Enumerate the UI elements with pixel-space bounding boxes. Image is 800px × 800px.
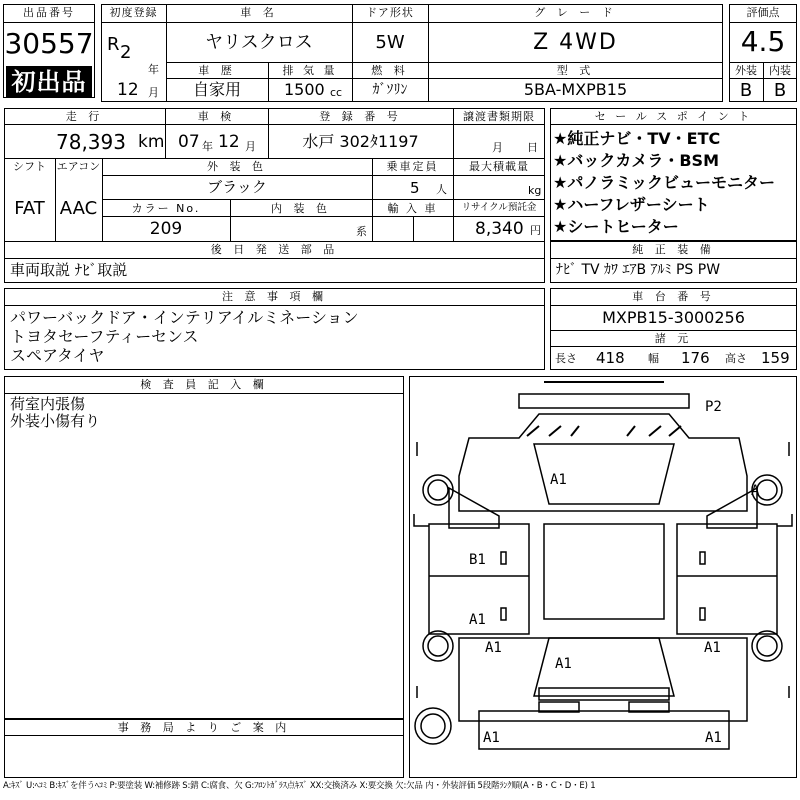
ac-label: エアコン	[56, 160, 101, 173]
fuel: ｶﾞｿﾘﾝ	[372, 82, 408, 98]
length-label: 長さ	[555, 352, 577, 365]
displacement-label: 排 気 量	[282, 64, 338, 77]
first-reg-label: 初度登録	[109, 6, 158, 19]
sales-point-4: ★ハーフレザーシート	[553, 195, 710, 214]
damage-mark-front-left: A1	[483, 730, 500, 746]
doors: 5W	[375, 32, 405, 53]
score-label: 評価点	[746, 6, 780, 19]
notes-label: 注 意 事 項 欄	[222, 290, 327, 303]
mileage: 78,393	[56, 130, 126, 154]
month-unit: 月	[148, 86, 159, 99]
inspection-month: 12	[218, 132, 240, 152]
width-label: 幅	[648, 352, 659, 365]
first-listing-badge: 初出品	[6, 66, 92, 98]
notes-line-1: パワーバックドア・インテリアイルミネーション	[10, 308, 359, 327]
displacement-unit: cc	[330, 86, 343, 99]
chassis-number: MXPB15-3000256	[602, 308, 745, 327]
sales-point-3: ★パノラミックビューモニター	[553, 173, 776, 192]
displacement: 1500	[284, 80, 325, 99]
sales-points-label: セ ー ル ス ポ イ ン ト	[594, 110, 753, 123]
plate: 水戸 302ﾀ1197	[302, 132, 419, 151]
mileage-label: 走 行	[65, 110, 104, 123]
plate-label: 登 録 番 号	[319, 110, 402, 123]
notes-line-2: トヨタセーフティーセンス	[10, 327, 199, 346]
damage-mark-left-front-door: A1	[469, 612, 486, 628]
shift-label: シフト	[13, 160, 46, 173]
inspection-year-unit: 年	[202, 140, 213, 153]
import-label: 輸 入 車	[387, 202, 438, 215]
ac: AAC	[59, 198, 98, 219]
interior-label: 内装	[769, 64, 791, 77]
color: ブラック	[207, 178, 267, 196]
sales-point-5: ★シートヒーター	[553, 217, 679, 236]
first-reg-year: 2	[120, 42, 132, 63]
recycle-unit: 円	[530, 224, 541, 237]
damage-mark-right-rear-wheel: A	[751, 483, 760, 499]
mileage-unit: km	[138, 132, 165, 152]
car-name: ヤリスクロス	[205, 32, 313, 53]
history-label: 車 歴	[198, 64, 236, 77]
inspector-line-1: 荷室内張傷	[10, 395, 86, 413]
dims-label: 諸 元	[654, 332, 693, 345]
interior-grade: B	[773, 80, 787, 101]
transfer-day-unit: 日	[527, 141, 538, 154]
model-label: 型 式	[556, 64, 595, 77]
inspector-line-2: 外装小傷有り	[10, 412, 101, 430]
year-unit: 年	[148, 63, 159, 76]
history: 自家用	[192, 80, 241, 99]
capacity: 5	[410, 179, 420, 197]
score: 4.5	[740, 25, 786, 58]
car-name-label: 車 名	[240, 6, 278, 19]
first-reg-month: 12	[117, 80, 139, 100]
equipment-items: ﾅﾋﾞ TV ｶﾜ ｴｱB ｱﾙﾐ PS PW	[556, 262, 721, 278]
height: 159	[761, 349, 790, 367]
equipment-label: 純 正 装 備	[632, 243, 715, 256]
color-label: 外 装 色	[207, 160, 267, 173]
color-no-label: カラー No.	[131, 202, 201, 215]
transfer-month-unit: 月	[492, 141, 503, 154]
car-diagram	[409, 376, 797, 778]
height-label: 高さ	[725, 352, 747, 365]
era-prefix: R	[107, 34, 120, 55]
width: 176	[681, 349, 710, 367]
interior-color-unit: 系	[356, 225, 367, 238]
load-unit: kg	[528, 184, 542, 197]
sales-point-1: ★純正ナビ・TV・ETC	[553, 129, 721, 148]
capacity-label: 乗車定員	[386, 160, 439, 173]
office-label: 事 務 局 よ り ご 案 内	[117, 721, 291, 734]
lot-label: 出品番号	[23, 6, 75, 19]
length: 418	[596, 349, 625, 367]
chassis-label: 車 台 番 号	[632, 290, 715, 303]
damage-mark-left-rear-door: B1	[469, 552, 486, 568]
damage-mark-right-front-wheel: A1	[704, 640, 721, 656]
notes-line-3: スペアタイヤ	[10, 346, 105, 365]
damage-mark-front-right: A1	[705, 730, 722, 746]
grade-label: グ レ ー ド	[534, 6, 617, 19]
recycle-label: リサイクル預託金	[461, 202, 537, 213]
capacity-unit: 人	[436, 183, 447, 196]
sales-point-2: ★バックカメラ・BSM	[553, 151, 719, 170]
load-label: 最大積載量	[469, 160, 529, 173]
later-parts: 車両取説 ﾅﾋﾞ取説	[10, 261, 128, 279]
lot-number: 30557	[4, 27, 94, 60]
exterior-label: 外装	[735, 64, 757, 77]
model-code: 5BA-MXPB15	[523, 80, 628, 99]
damage-mark-hood: A1	[555, 656, 572, 672]
damage-mark-left-front-wheel: A1	[485, 640, 502, 656]
grade: Z 4WD	[533, 30, 618, 55]
inspection-month-unit: 月	[245, 140, 256, 153]
exterior-grade: B	[739, 80, 753, 101]
damage-mark-rear-glass: A1	[550, 472, 567, 488]
shift: FAT	[14, 198, 45, 219]
fuel-label: 燃 料	[371, 64, 409, 77]
transfer-label: 譲渡書類期限	[463, 110, 535, 123]
later-parts-label: 後 日 発 送 部 品	[210, 243, 339, 256]
inspector-label: 検 査 員 記 入 欄	[140, 378, 268, 391]
door-label: ドア形状	[366, 6, 414, 19]
interior-color-label: 内 装 色	[271, 202, 331, 215]
legend: A:ｷｽﾞ U:ﾍｺﾐ B:ｷｽﾞを伴うﾍｺﾐ P:要塗装 W:補修跡 S:錆 C:腐食、欠 G:ﾌﾛﾝﾄｶﾞﾗｽ点ｷｽﾞ XX:交換済み X:要交換 欠:欠品 内・外装評価 5段階ﾗﾝｸ順(A・B・C・D・E) 1	[3, 781, 596, 791]
inspection-year: 07	[178, 132, 200, 152]
color-no: 209	[149, 219, 183, 239]
recycle-fee: 8,340	[475, 219, 524, 239]
inspection-label: 車 検	[197, 110, 236, 123]
damage-mark-p2: P2	[705, 399, 722, 415]
